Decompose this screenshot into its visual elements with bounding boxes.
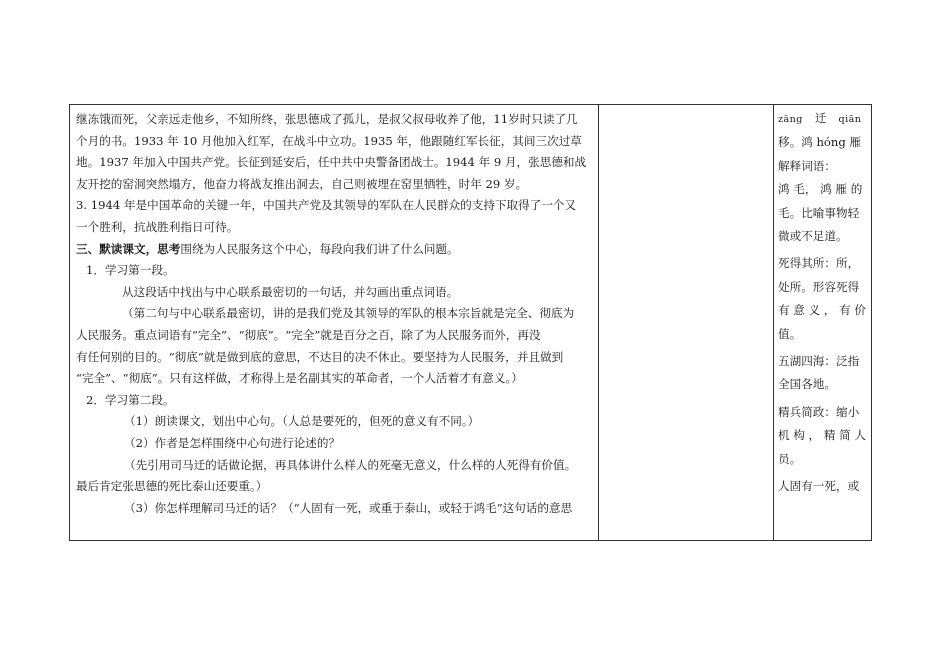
study-one-task: 从这段话中找出与中心联系最密切的一句话，并勾画出重点词语。 [122,284,459,299]
study-two-answer-2: （先引用司马迁的话做论据，再具体讲什么样人的死毫无意义，什么样的人死得有价值。 [124,457,577,472]
note-line: 毛。比喻事物轻 [778,205,860,220]
study-two-question-3: （3）你怎样理解司马迁的话？（“人固有一死，或重于泰山，或轻于鸿毛”这句话的意思 [124,500,573,515]
study-one-answer: “完全”、“彻底”。只有这样做，才称得上是名副其实的革命者，一个人活着才有意义。） [76,371,523,386]
note-line: 机 构 ， 精 简 人 [778,428,866,443]
section-three-label: 三、默读课文，思考 [76,241,181,256]
pinyin-zang: zāng [778,114,803,125]
lesson-table [69,104,872,541]
background-line: 3. 1944 年是中国革命的关键一年，中国共产党及其领导的军队在人民群众的支持下取得了一个又 [76,198,577,213]
note-line: 移。鸿 hóng 雁 [778,135,862,150]
note-line: 五湖四海：泛指 [778,354,860,369]
background-line: 地。1937 年加入中国共产党。长征到延安后，任中共中央警备团战士。1944 年 9 月，张思德和战 [76,155,587,170]
note-line: 死得其所：所， [778,256,860,271]
study-one-title: 1．学习第一段。 [86,263,175,278]
main-content-column [76,109,596,519]
study-one-answer: （第二句与中心联系最密切，讲的是我们党及其领导的军队的根本宗旨就是完全、彻底为 [122,306,575,321]
study-two-question-1: （1）朗读课文，划出中心句。（人总是要死的，但死的意义有不同。） [124,414,480,429]
note-line: 微或不足道。 [778,229,848,244]
note-heading: 解释词语： [778,158,836,173]
notes-column [778,107,870,499]
study-one-answer: 有任何别的目的。“彻底”就是做到底的意思，不达目的决不休止。要坚持为人民服务，并且做到 [76,349,564,364]
study-two-answer-2: 最后肯定张思德的死比泰山还要重。） [76,479,268,494]
background-line: 一个胜利，抗战胜利指日可待。 [76,219,239,234]
note-line: 精兵简政：缩小 [778,404,860,419]
note-line: 人固有一死，或 [778,479,860,494]
note-line: 有 意 义 ， 有 价 [778,303,866,318]
note-line: 鸿 毛， 鸿 雁 的 [778,182,863,197]
study-one-answer: 人民服务。重点词语有“完全”、“彻底”。“完全”就是百分之百，除了为人民服务而外，再没 [76,327,541,342]
note-line: 处所。形容死得 [778,279,860,294]
column-divider-1 [598,105,599,540]
note-line: 全国各地。 [778,377,836,392]
background-line: 友开挖的窑洞突然塌方，他奋力将战友推出洞去，自己则被埋在窑里牺牲，时年 29 岁。 [76,176,528,191]
note-line: 员。 [778,451,802,466]
pinyin-qian: qiān [838,114,862,125]
pinyin-line [778,107,870,131]
note-line: 值。 [778,326,802,341]
background-line: 个月的书。1933 年 10 月他加入红军，在战斗中立功。1935 年，他跟随红军长征，其间三次过草 [76,133,582,148]
section-three-text: 围绕为人民服务这个中心，每段向我们讲了什么问题。 [180,241,459,256]
hanzi-qian: 迁 [814,111,827,125]
column-divider-2 [773,105,774,540]
section-three-heading [76,239,596,261]
study-two-question-2: （2）作者是怎样围绕中心句进行论述的？ [124,435,341,450]
study-two-title: 2．学习第二段。 [86,392,175,407]
background-line: 继冻饿而死，父亲远走他乡，不知所终，张思德成了孤儿，是叔父叔母收养了他，11岁时只读了几 [76,112,578,126]
